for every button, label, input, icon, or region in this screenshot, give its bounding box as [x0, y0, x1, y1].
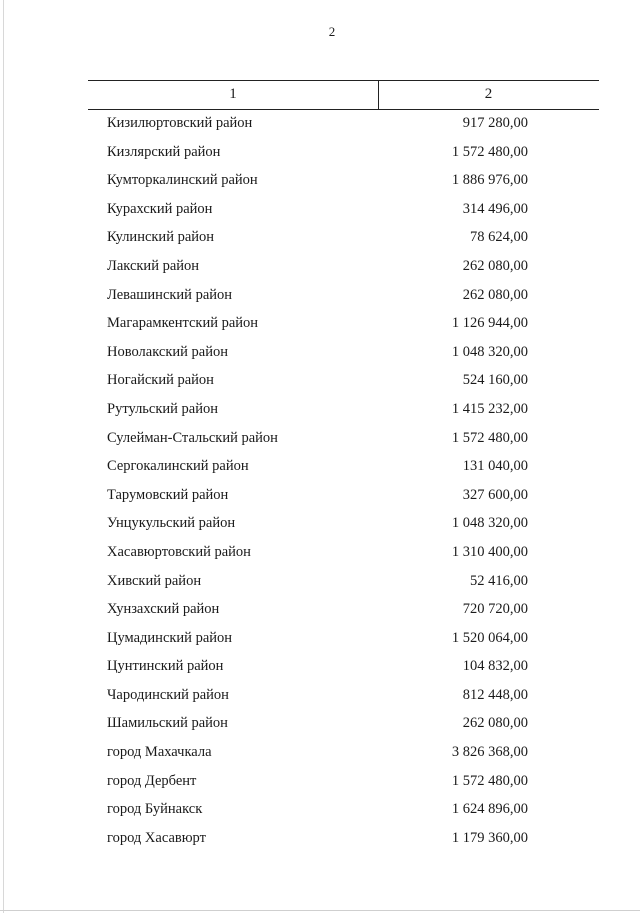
table-row: [0, 396, 640, 425]
district-name: Цунтинский район: [107, 658, 224, 675]
amount-value: 262 080,00: [462, 257, 528, 274]
amount-value: 131 040,00: [462, 458, 528, 475]
column-header-1: 1: [229, 86, 237, 102]
amount-value: 917 280,00: [462, 115, 528, 131]
district-name: Сулейман-Стальский район: [107, 429, 278, 446]
table-row: [0, 710, 640, 739]
table-row: [0, 339, 640, 368]
district-name: Унцукульский район: [107, 515, 236, 532]
district-name: Кулинский район: [107, 229, 215, 246]
table-row: [0, 482, 640, 511]
table-row: [0, 510, 640, 539]
district-name: Цумадинский район: [107, 629, 233, 646]
table-row: [0, 539, 640, 568]
district-name: город Дербент: [107, 772, 197, 789]
page-number: 2: [328, 24, 336, 39]
amount-value: 1 520 064,00: [451, 629, 528, 646]
district-name: Хивский район: [107, 572, 202, 589]
amount-value: 1 886 976,00: [451, 172, 528, 189]
district-name: город Буйнакск: [107, 801, 203, 818]
table-row: [0, 367, 640, 396]
amount-value: 1 572 480,00: [451, 772, 528, 789]
table-body: [0, 110, 640, 853]
district-name: Ногайский район: [107, 372, 214, 389]
table-row: [0, 196, 640, 225]
district-name: Кумторкалинский район: [107, 172, 258, 189]
district-name: Кизлярский район: [107, 143, 221, 160]
district-name: Рутульский район: [107, 400, 219, 417]
district-name: Кизилюртовский район: [107, 115, 253, 131]
district-name: город Хасавюрт: [107, 829, 206, 846]
scan-bottom-edge: [0, 910, 640, 911]
amount-value: 1 624 896,00: [451, 801, 528, 818]
amount-value: 812 448,00: [462, 686, 528, 703]
amount-value: 720 720,00: [462, 601, 528, 618]
table-row: [0, 625, 640, 654]
table-row: [0, 568, 640, 597]
amount-value: 1 310 400,00: [451, 543, 528, 560]
table-row: [0, 310, 640, 339]
table-row: [0, 282, 640, 311]
table-row: [0, 825, 640, 854]
district-name: Хунзахский район: [107, 601, 220, 618]
district-name: Чародинский район: [107, 686, 229, 703]
amount-value: 327 600,00: [462, 486, 528, 503]
table-row: [0, 167, 640, 196]
table-row: [0, 768, 640, 797]
district-name: Хасавюртовский район: [107, 543, 251, 560]
amount-value: 314 496,00: [462, 200, 528, 217]
amount-value: 1 048 320,00: [451, 515, 528, 532]
district-name: Курахский район: [107, 200, 213, 217]
amount-value: 1 179 360,00: [451, 829, 528, 846]
table-row: [0, 739, 640, 768]
amount-value: 1 048 320,00: [451, 343, 528, 360]
amount-value: 524 160,00: [462, 372, 528, 389]
table-row: [0, 653, 640, 682]
table-row: [0, 596, 640, 625]
amount-value: 262 080,00: [462, 286, 528, 303]
district-name: Левашинский район: [107, 286, 233, 303]
table-row: [0, 253, 640, 282]
district-name: Лакский район: [107, 257, 200, 274]
amount-value: 1 415 232,00: [451, 400, 528, 417]
amount-value: 1 126 944,00: [451, 315, 528, 332]
district-name: город Махачкала: [107, 744, 212, 761]
amount-value: 3 826 368,00: [451, 744, 528, 761]
table-row: [0, 796, 640, 825]
amount-value: 78 624,00: [470, 229, 528, 246]
column-header-2: 2: [484, 86, 493, 102]
table-row: [0, 453, 640, 482]
amount-value: 52 416,00: [470, 572, 528, 589]
table-row: [0, 682, 640, 711]
district-name: Новолакский район: [107, 343, 228, 360]
district-name: Тарумовский район: [107, 486, 229, 503]
table-row: [0, 139, 640, 168]
table-row: [0, 425, 640, 454]
district-name: Шамильский район: [107, 715, 228, 732]
table-row: [0, 110, 640, 139]
amount-value: 262 080,00: [462, 715, 528, 732]
table-row: [0, 224, 640, 253]
amount-value: 1 572 480,00: [451, 143, 528, 160]
district-name: Сергокалинский район: [107, 458, 249, 475]
table-header-top-rule: [88, 80, 599, 81]
amount-value: 104 832,00: [462, 658, 528, 675]
amount-value: 1 572 480,00: [451, 429, 528, 446]
district-name: Магарамкентский район: [107, 315, 259, 332]
